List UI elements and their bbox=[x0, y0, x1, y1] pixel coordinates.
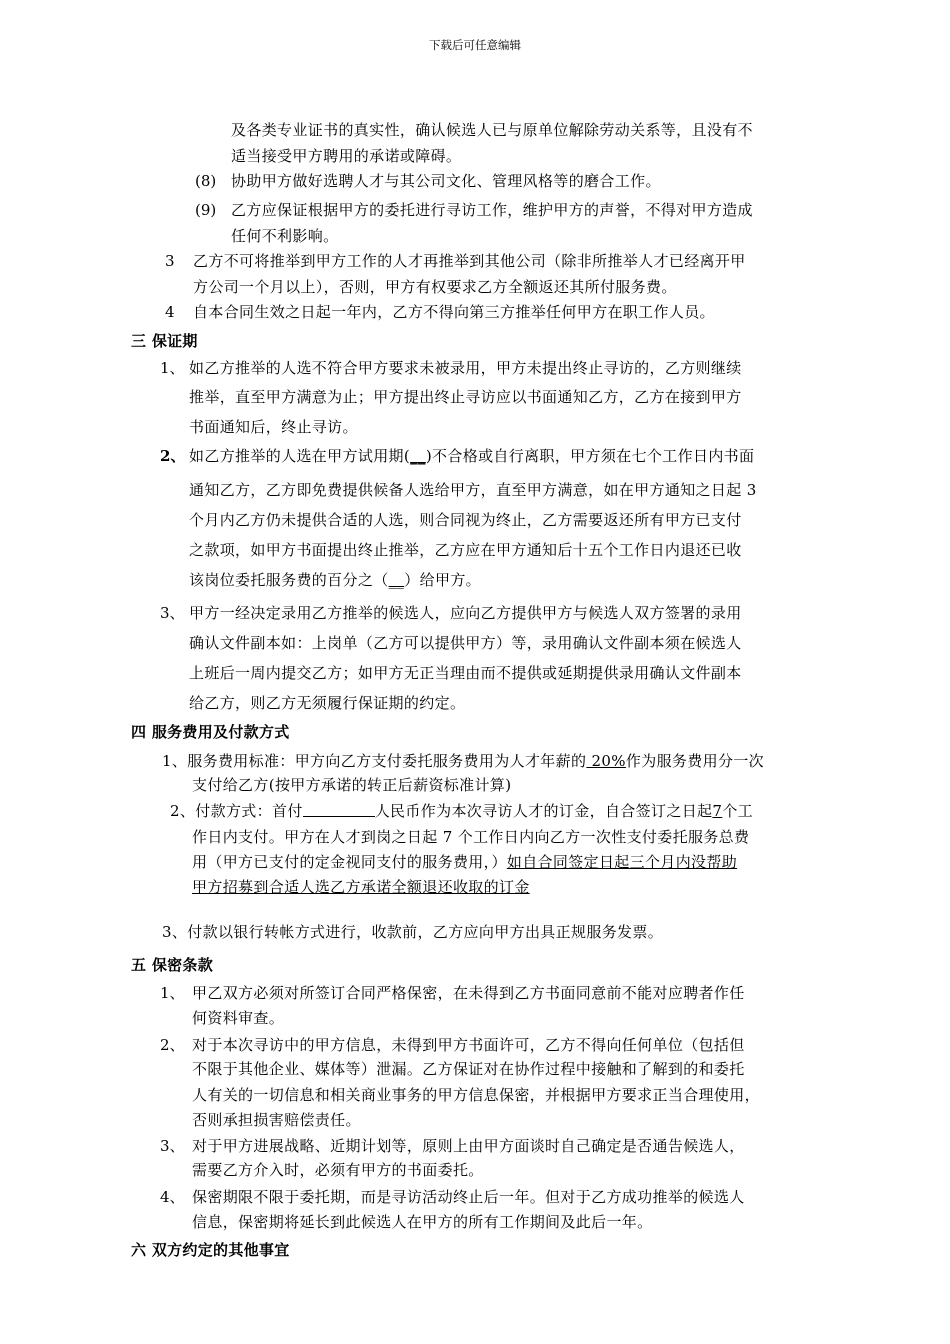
sec3-item3-line3: 上班后一周内提交乙方；如甲方无正当理由而不提供或延期提供录用确认文件副本 bbox=[189, 664, 742, 682]
sec3-item1-line1: 如乙方推举的人选不符合甲方要求未被录用，甲方未提出终止寻访的，乙方则继续 bbox=[189, 359, 742, 377]
sec4-item2-line2: 作日内支付。甲方在人才到岗之日起 7 个工作日内向乙方一次性支付委托服务总费 bbox=[192, 828, 750, 846]
sec3-item3-marker: 3、 bbox=[160, 604, 185, 622]
para3-line2: 方公司一个月以上），否则，甲方有权要求乙方全额返还其所付服务费。 bbox=[193, 278, 677, 296]
sec3-item1-line2: 推举，直至甲方满意为止；甲方提出终止寻访应以书面通知乙方，乙方在接到甲方 bbox=[189, 388, 742, 406]
sec4-item2-line4: 甲方招募到合适人选乙方承诺全额退还收取的订金 bbox=[192, 878, 530, 896]
sec5-item2-marker: 2、 bbox=[160, 1036, 185, 1054]
sec4-item1-line2: 支付给乙方(按甲方承诺的转正后薪资标准计算) bbox=[192, 776, 512, 794]
sec5-item4-marker: 4、 bbox=[160, 1188, 185, 1206]
item8-line1: 协助甲方做好选聘人才与其公司文化、管理风格等的磨合工作。 bbox=[231, 172, 661, 190]
section-heading-fees: 四 服务费用及付款方式 bbox=[131, 723, 290, 741]
item7-line2: 适当接受甲方聘用的承诺或障碍。 bbox=[231, 147, 462, 165]
item9-line2: 任何不利影响。 bbox=[231, 227, 339, 245]
sec4-item3-line1: 3、付款以银行转帐方式进行，收款前，乙方应向甲方出具正规服务发票。 bbox=[162, 923, 664, 941]
sec5-item2-line1: 对于本次寻访中的甲方信息，未得到甲方书面许可，乙方不得向任何单位（包括但 bbox=[192, 1036, 745, 1054]
item9-line1: 乙方应保证根据甲方的委托进行寻访工作，维护甲方的声誉，不得对甲方造成 bbox=[231, 201, 753, 219]
deposit-amount-blank bbox=[303, 802, 375, 817]
sec5-item2-line4: 否则承担损害赔偿责任。 bbox=[192, 1111, 361, 1129]
sec5-item1-line2: 何资料审查。 bbox=[192, 1009, 285, 1027]
refund-percent-blank: __ bbox=[388, 571, 405, 589]
page-header: 下载后可任意编辑 bbox=[429, 38, 521, 52]
sec3-item2-line3: 个月内乙方仍未提供合适的人选，则合同视为终止，乙方需要返还所有甲方已支付 bbox=[189, 511, 742, 529]
sec4-item1-line1: 1、服务费用标准：甲方向乙方支付委托服务费用为人才年薪的 20%作为服务费用分一次 bbox=[162, 752, 765, 770]
sec5-item4-line2: 信息，保密期将延长到此候选人在甲方的所有工作期间及此后一年。 bbox=[192, 1213, 653, 1231]
fee-rate: 20% bbox=[586, 752, 626, 770]
para4-marker: 4 bbox=[165, 303, 175, 321]
para4-line1: 自本合同生效之日起一年内，乙方不得向第三方推举任何甲方在职工作人员。 bbox=[193, 303, 715, 321]
deposit-days: 7 bbox=[712, 802, 723, 820]
sec5-item2-line2: 不限于其他企业、媒体等）泄漏。乙方保证对在协作过程中接触和了解到的和委托 bbox=[192, 1060, 745, 1078]
sec3-item3-line1: 甲方一经决定录用乙方推举的候选人，应向乙方提供甲方与候选人双方签署的录用 bbox=[189, 604, 742, 622]
sec5-item2-line3: 人有关的一切信息和相关商业事务的甲方信息保密，并根据甲方要求正当合理使用， bbox=[192, 1086, 760, 1104]
sec3-item3-line4: 给乙方，则乙方无须履行保证期的约定。 bbox=[189, 694, 466, 712]
sec3-item1-line3: 书面通知后，终止寻访。 bbox=[189, 418, 358, 436]
sec5-item1-marker: 1、 bbox=[160, 984, 185, 1002]
sec3-item2-line1: 如乙方推举的人选在甲方试用期(__)不合格或自行离职，甲方须在七个工作日内书面 bbox=[189, 447, 755, 465]
sec3-item2-line2: 通知乙方，乙方即免费提供候备人选给甲方，直至甲方满意，如在甲方通知之日起 3 bbox=[189, 481, 757, 499]
refund-clause: 如自合同签定日起三个月内没帮助 bbox=[506, 853, 738, 871]
sec5-item3-marker: 3、 bbox=[160, 1137, 185, 1155]
para3-marker: 3 bbox=[165, 252, 175, 270]
sec4-item2-line3: 用（甲方已支付的定金视同支付的服务费用，）如自合同签定日起三个月内没帮助 bbox=[192, 853, 738, 871]
sec3-item2-line4: 之款项，如甲方书面提出终止推举，乙方应在甲方通知后十五个工作日内退还已收 bbox=[189, 541, 742, 559]
sec5-item4-line1: 保密期限不限于委托期，而是寻访活动终止后一年。但对于乙方成功推举的候选人 bbox=[192, 1188, 745, 1206]
sec4-item2-line1: 2、付款方式：首付 人民币作为本次寻访人才的订金，自合签订之日起7个工 bbox=[170, 802, 754, 820]
item9-marker: (9) bbox=[195, 201, 217, 219]
item8-marker: (8) bbox=[195, 172, 217, 190]
section-heading-other-matters: 六 双方约定的其他事宜 bbox=[131, 1241, 290, 1259]
sec3-item1-marker: 1、 bbox=[160, 359, 185, 377]
sec5-item3-line1: 对于甲方进展战略、近期计划等，原则上由甲方面谈时自己确定是否通告候选人， bbox=[192, 1137, 745, 1155]
sec5-item3-line2: 需要乙方介入时，必须有甲方的书面委托。 bbox=[192, 1161, 484, 1179]
section-heading-confidentiality: 五 保密条款 bbox=[131, 956, 214, 974]
sec3-item3-line2: 确认文件副本如：上岗单（乙方可以提供甲方）等，录用确认文件副本须在候选人 bbox=[189, 634, 742, 652]
section-heading-guarantee: 三 保证期 bbox=[131, 332, 198, 350]
para3-line1: 乙方不可将推举到甲方工作的人才再推举到其他公司（除非所推举人才已经离开甲 bbox=[193, 252, 746, 270]
sec3-item2-line5: 该岗位委托服务费的百分之（__）给甲方。 bbox=[189, 571, 482, 589]
item7-line1: 及各类专业证书的真实性，确认候选人已与原单位解除劳动关系等，且没有不 bbox=[231, 121, 753, 139]
probation-blank: __ bbox=[410, 447, 426, 465]
sec5-item1-line1: 甲乙双方必须对所签订合同严格保密，在未得到乙方书面同意前不能对应聘者作任 bbox=[192, 984, 745, 1002]
sec3-item2-marker: 2、 bbox=[160, 447, 186, 465]
